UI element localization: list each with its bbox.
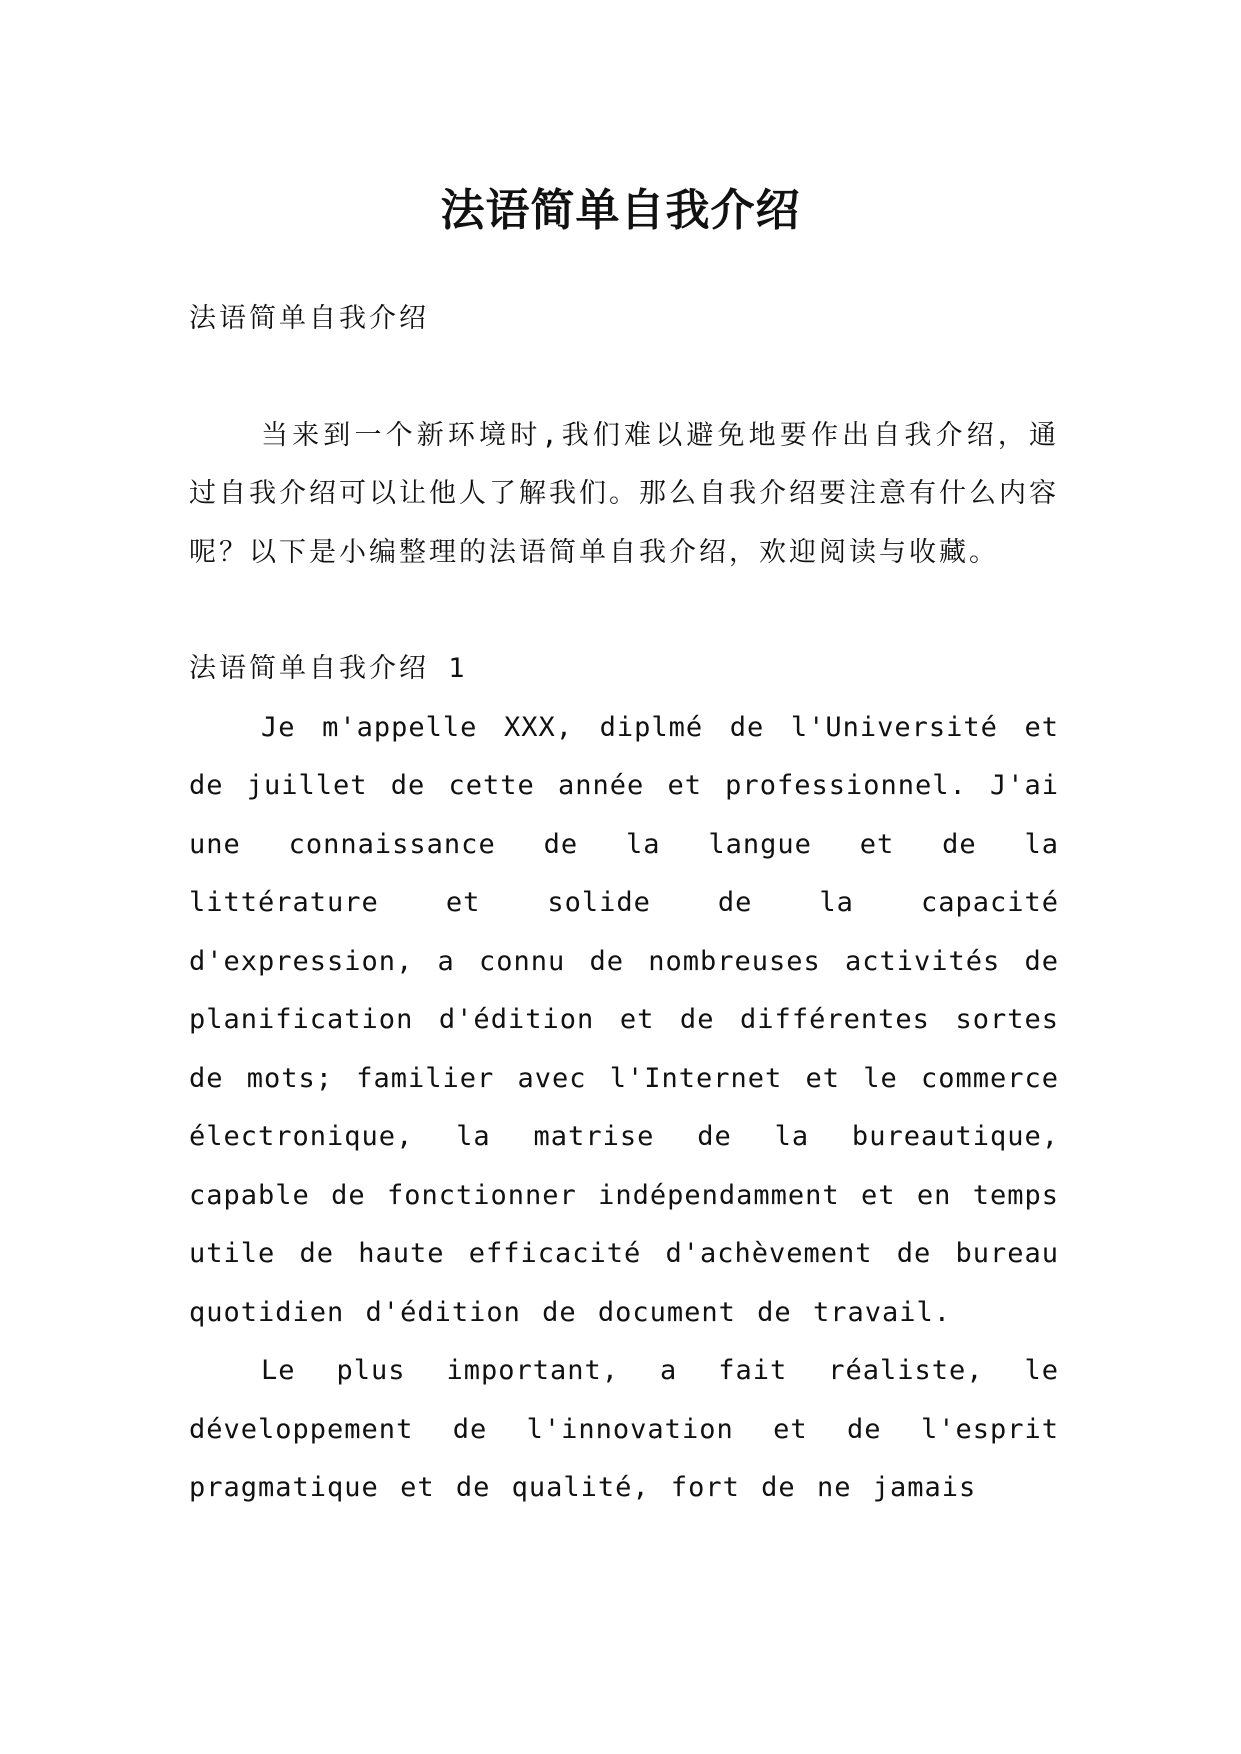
- body-paragraph: Le plus important, a fait réaliste, le développement de l'innovation et de l'esprit pragmatique et de qualité, fort de ne jamais: [189, 1355, 1059, 1503]
- document-body: [189, 290, 1059, 1518]
- page-title: 法语简单自我介绍: [440, 185, 801, 237]
- document-subtitle: 法语简单自我介绍: [189, 303, 429, 334]
- body-paragraph: Je m'appelle XXX, diplmé de l'Université et de juillet de cette année et professionnel. J'ai une connaissance de la langue et de la littérature et solide de la capacité d'expression, a connu de nombreuses activités de planification d'édition et de différentes sortes de mots; familier avec l'Internet et le commerce électronique, la matrise de la bureautique, capable de fonctionner indépendamment et en temps utile de haute efficacité d'achèvement de bureau quotidien d'édition de document de travail.: [189, 711, 1059, 1328]
- section-heading: 法语简单自我介绍 1: [189, 653, 468, 684]
- intro-paragraph: 当来到一个新环境时,我们难以避免地要作出自我介绍，通过自我介绍可以让他人了解我们。那么自我介绍要注意有什么内容呢？以下是小编整理的法语简单自我介绍，欢迎阅读与收藏。: [189, 419, 1059, 568]
